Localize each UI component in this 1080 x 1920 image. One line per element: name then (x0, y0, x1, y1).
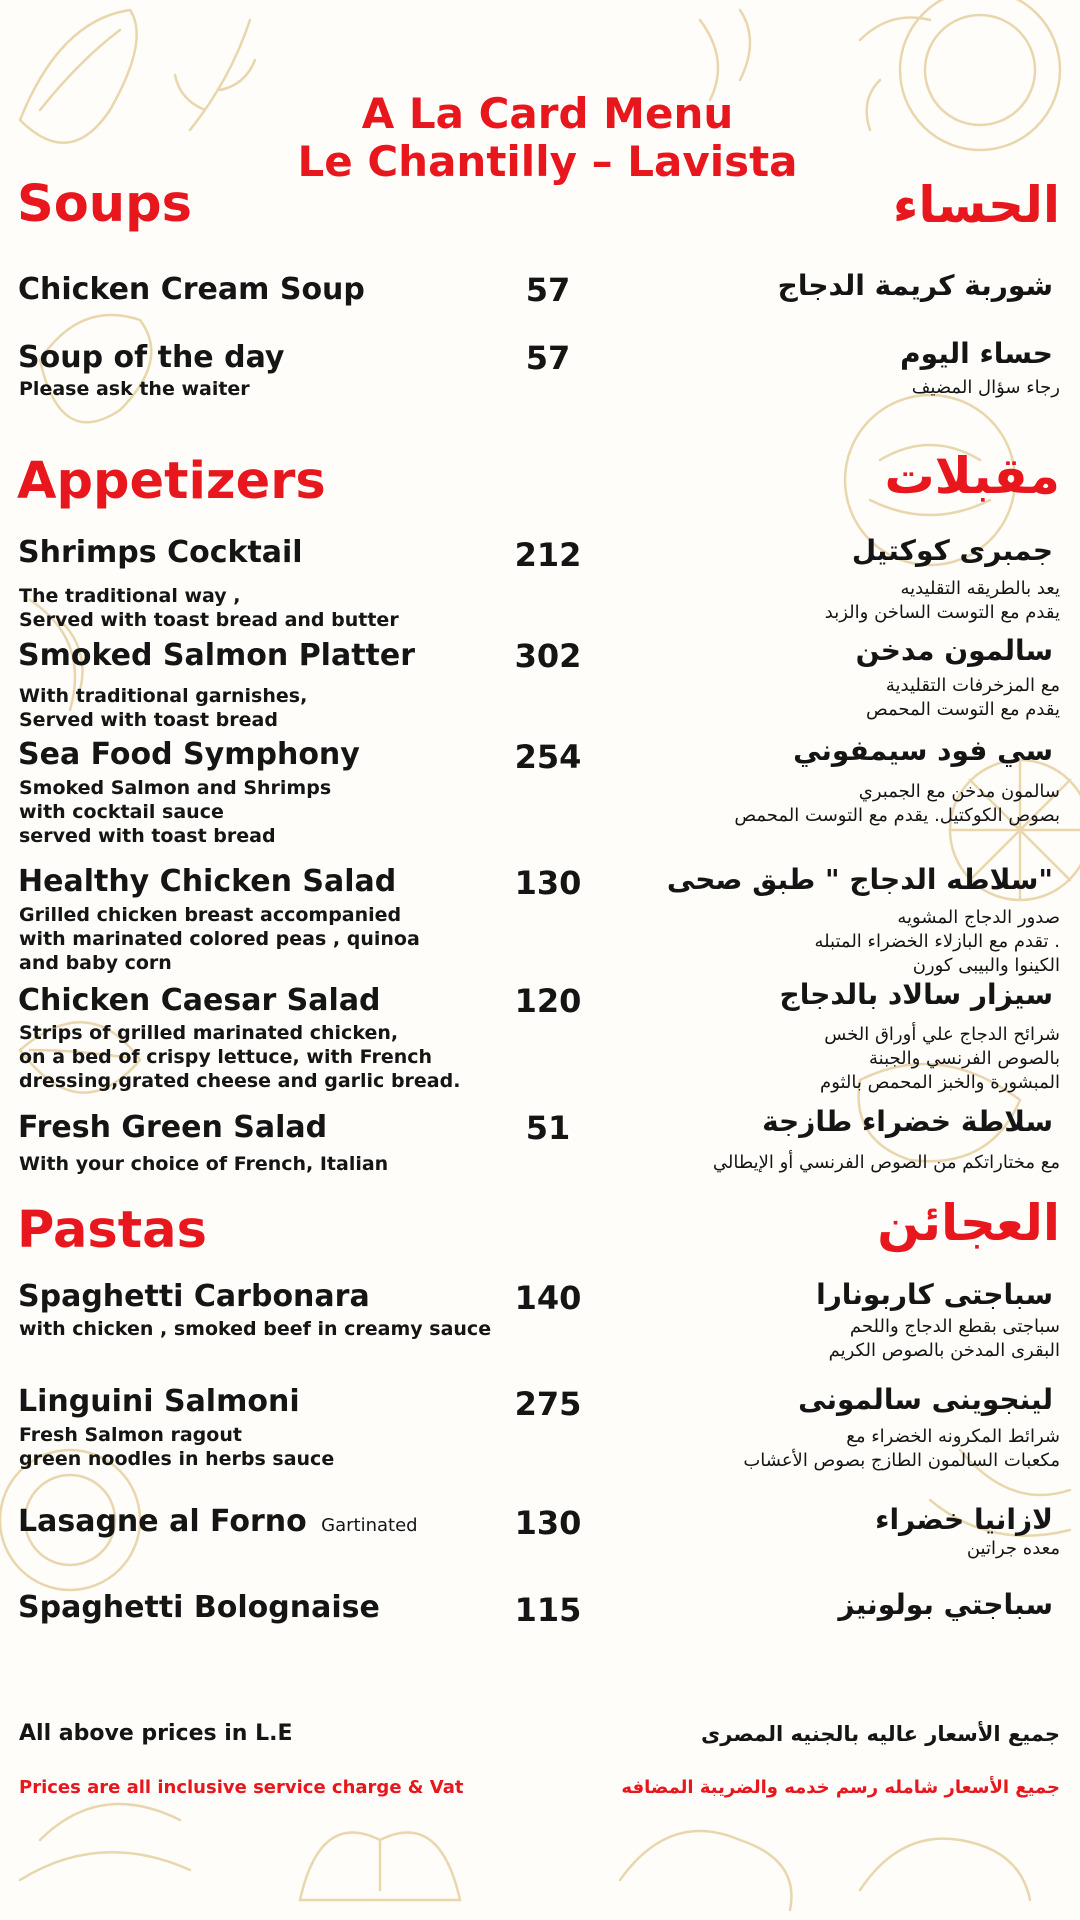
item-name-ar: جمبرى كوكتيل (851, 534, 1053, 567)
item-description: Grilled chicken breast accompanied with marinated colored peas , quinoa and baby corn (19, 904, 420, 974)
section-title-pastas: Pastas (17, 1201, 207, 1260)
restaurant-name: Le Chantilly – Lavista (297, 137, 798, 186)
item-description-ar: شرائح الدجاج علي أوراق الخس بالصوص الفرنسي والجبنة المبشورة والخبز المحمص بالثوم (820, 1024, 1060, 1093)
item-description-ar: معده جراتين (966, 1538, 1060, 1559)
section-title-appetizers-ar: مقبلات (884, 447, 1060, 505)
section-title-soups-ar: الحساء (892, 176, 1060, 234)
item-description-ar: سباجتى بقطع الدجاج واللحم البقرى المدخن بالصوص الكريم (828, 1316, 1060, 1361)
item-description-ar: شرائط المكرونه الخضراء مع مكعبات السالمون الطازج بصوص الأعشاب (743, 1426, 1060, 1471)
item-price: 57 (525, 271, 571, 309)
item-name-ar: لينجوينى سالمونى (798, 1383, 1053, 1416)
item-description: The traditional way , Served with toast bread and butter (19, 585, 399, 631)
section-title-pastas-ar: العجائن (877, 1194, 1060, 1252)
item-description-ar: يعد بالطريقه التقليديه يقدم مع التوست الساخن والزبد (824, 578, 1060, 623)
item-description-ar: رجاء سؤال المضيف (911, 377, 1060, 398)
item-name-ar: سباجتى كاربونارا (816, 1278, 1053, 1311)
item-name-ar: سالمون مدخن (855, 634, 1053, 667)
item-price: 120 (514, 982, 582, 1020)
item-description: With traditional garnishes, Served with toast bread (19, 685, 308, 731)
item-price: 115 (514, 1591, 582, 1629)
item-price: 140 (514, 1279, 582, 1317)
item-description-ar: مع المزخرفات التقليدية يقدم مع التوست المحمص (865, 675, 1060, 720)
item-name-ar: سباجتي بولونيز (838, 1588, 1053, 1621)
item-name-lasagne-al-forno (18, 1504, 418, 1544)
item-description: with chicken , smoked beef in creamy sauce (19, 1318, 492, 1340)
item-price: 57 (525, 339, 571, 377)
section-title-soups: Soups (17, 175, 192, 234)
item-name-fresh-green-salad: Fresh Green Salad (18, 1110, 328, 1145)
item-price: 130 (514, 864, 582, 902)
item-price: 130 (514, 1504, 582, 1542)
item-name-ar: "سلاطه الدجاج " طبق صحى (666, 863, 1053, 896)
item-price: 212 (514, 536, 582, 574)
item-name-linguini-salmoni: Linguini Salmoni (18, 1384, 300, 1419)
item-price: 275 (514, 1385, 582, 1423)
item-description-ar: سالمون مدخن مع الجمبري بصوص الكوكتيل. يقدم مع التوست المحمص (734, 781, 1060, 826)
item-description: Fresh Salmon ragout green noodles in herbs sauce (19, 1424, 335, 1470)
item-name-ar: حساء اليوم (900, 337, 1053, 370)
item-note: Gartinated (321, 1515, 418, 1536)
garlic-doodle (300, 1833, 460, 1901)
item-description: Smoked Salmon and Shrimps with cocktail sauce served with toast bread (19, 777, 332, 847)
item-price: 302 (514, 637, 582, 675)
item-name-sea-food-symphony: Sea Food Symphony (18, 737, 360, 772)
item-name-spaghetti-bolognaise: Spaghetti Bolognaise (18, 1590, 380, 1625)
prices-currency-note-ar: جميع الأسعار عاليه بالجنيه المصرى (701, 1722, 1060, 1746)
service-vat-note: Prices are all inclusive service charge & Vat (19, 1777, 464, 1798)
item-name-ar: سلاطة خضراء طازجة (762, 1105, 1053, 1138)
item-description: With your choice of French, Italian (19, 1153, 389, 1175)
item-price: 51 (525, 1109, 571, 1147)
menu-title: A La Card Menu (361, 89, 734, 138)
section-title-appetizers: Appetizers (17, 452, 326, 511)
prices-currency-note: All above prices in L.E (19, 1721, 293, 1746)
item-name-soup-of-the-day: Soup of the day (18, 340, 285, 375)
item-name-ar: لازانيا خضراء (875, 1503, 1053, 1536)
item-name-chicken-cream-soup: Chicken Cream Soup (18, 272, 365, 307)
item-description: Strips of grilled marinated chicken, on a bed of crispy lettuce, with French dressing,grated cheese and garlic bread. (19, 1022, 461, 1092)
item-name-text: Lasagne al Forno (18, 1504, 307, 1539)
item-name-shrimps-cocktail: Shrimps Cocktail (18, 535, 303, 570)
item-name-ar: شوربة كريمة الدجاج (777, 269, 1053, 302)
item-description: Please ask the waiter (19, 378, 250, 400)
item-name-ar: سيزار سالاد بالدجاج (779, 978, 1053, 1011)
item-description-ar: صدور الدجاج المشويه . تقدم مع البازلاء الخضراء المتبله الكينوا والبيبى كورن (814, 907, 1060, 976)
item-description-ar: مع مختاراتكم من الصوص الفرنسي أو الإيطالي (712, 1152, 1060, 1173)
item-name-healthy-chicken-salad: Healthy Chicken Salad (18, 864, 397, 899)
item-name-chicken-caesar-salad: Chicken Caesar Salad (18, 983, 381, 1018)
service-vat-note-ar: جميع الأسعار شامله رسم خدمه والضريبة المضافه (621, 1777, 1060, 1798)
item-name-ar: سي فود سيمفوني (793, 734, 1053, 767)
item-name-smoked-salmon-platter: Smoked Salmon Platter (18, 638, 416, 673)
item-name-spaghetti-carbonara: Spaghetti Carbonara (18, 1279, 370, 1314)
item-price: 254 (514, 738, 582, 776)
